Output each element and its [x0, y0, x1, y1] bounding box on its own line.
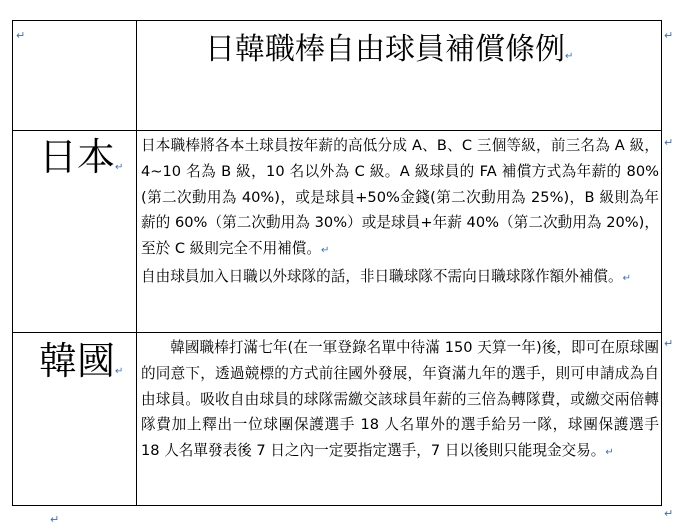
paragraph-mark-row-japan-right: ↵ [664, 136, 674, 149]
country-cell-japan[interactable] [13, 131, 137, 333]
paragraph-mark-bottom-right: ↵ [664, 507, 674, 520]
title-left-cell[interactable] [13, 21, 137, 131]
content-cell-japan[interactable] [137, 131, 662, 333]
korea-paragraph-1: 韓國職棒打滿七年(在一軍登錄名單中待滿 150 天算一年)後，即可在原球團的同意下，透過競標的方式前往國外發展，年資滿九年的選手，則可申請成為自由球員。吸收自由球員的球隊需繳交該球員年薪的三倍為轉隊費，或繳交兩倍轉隊費加上釋出一位球團保護選手 18 人名單外的選手給另一隊，球團保護選手 18 人名單發表後 7 日之內一定要指定選手，7 日以後則只能現金交易。↵ [141, 339, 659, 460]
korea-label-return-mark: ↵ [115, 366, 124, 377]
table-row-japan [13, 131, 662, 333]
japan-p2-return-mark: ↵ [622, 272, 631, 284]
country-cell-korea[interactable] [13, 333, 137, 506]
country-label-korea: 韓國↵ [39, 339, 124, 383]
paragraph-mark-after-table: ↵ [50, 513, 60, 526]
korea-p1-return-mark: ↵ [605, 447, 614, 459]
country-label-japan: 日本↵ [39, 135, 124, 179]
table-row-korea [13, 333, 662, 506]
japan-label-return-mark: ↵ [115, 162, 124, 173]
content-cell-korea[interactable] [137, 333, 662, 506]
japan-p1-return-mark: ↵ [321, 245, 330, 257]
korea-rules-text [141, 335, 659, 466]
paragraph-mark-row-korea-right: ↵ [664, 337, 674, 350]
title-cell[interactable] [137, 21, 662, 131]
title-row [13, 21, 662, 131]
japan-paragraph-2: 自由球員加入日職以外球隊的話，非日職球隊不需向日職球隊作額外補償。↵ [141, 267, 631, 285]
japan-rules-text [141, 133, 659, 292]
paragraph-mark-top-left: ↵ [16, 29, 26, 42]
title-return-mark: ↵ [565, 51, 574, 62]
document-title: 日韓職棒自由球員補償條例↵ [205, 32, 574, 67]
paragraph-mark-top-right: ↵ [664, 29, 674, 42]
compensation-table [12, 20, 662, 506]
japan-paragraph-1: 日本職棒將各本土球員按年薪的高低分成 A、B、C 三個等級，前三名為 A 級，4~10 名為 B 級，10 名以外為 C 級。A 級球員的 FA 補償方式為年薪的 80%(第二次動用為 40%)，或是球員+50%金錢(第二次動用為 25%)，B 級則為年薪的 60%（第二次動用為 30%）或是球員+年薪 40%（第二次動用為 20%)，至於 C 級則完全不用補償。↵ [141, 137, 659, 258]
